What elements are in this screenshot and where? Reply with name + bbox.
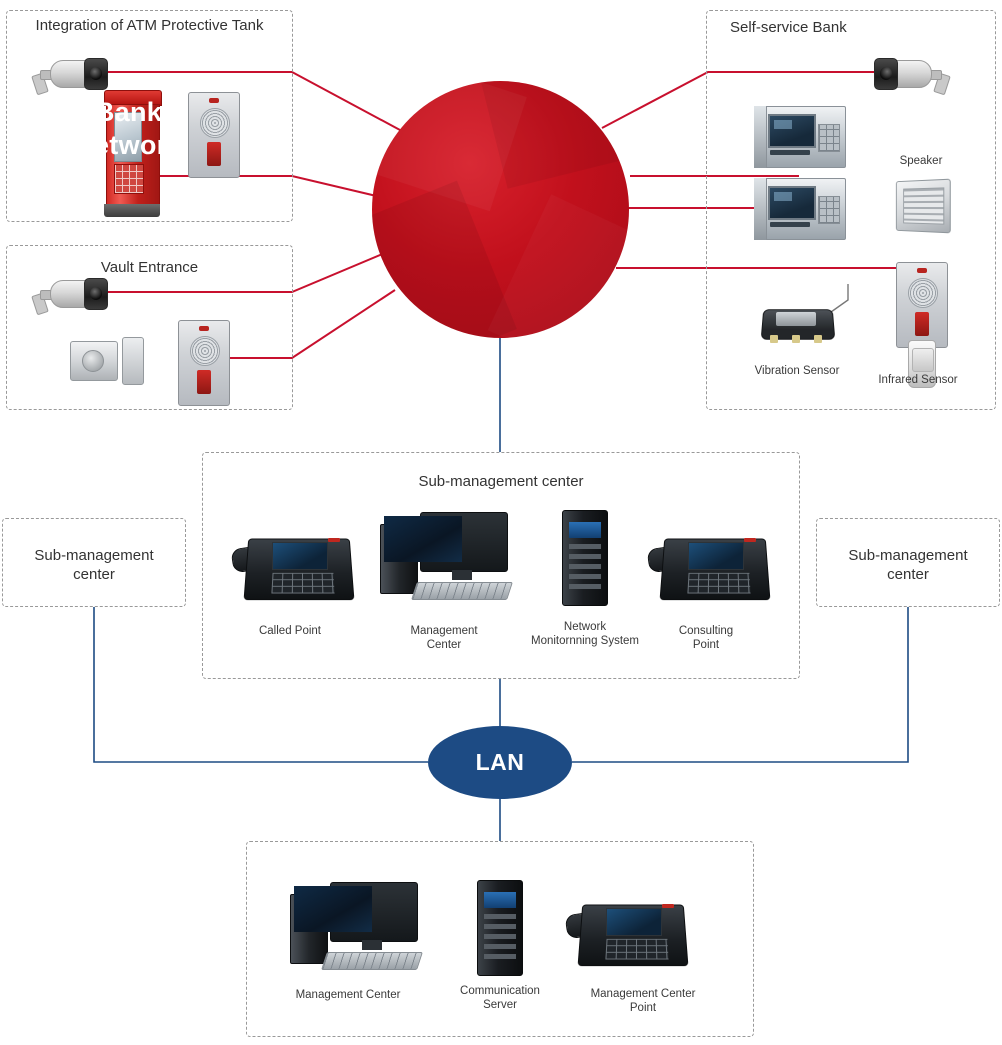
- consulting-point-phone-icon: [648, 522, 766, 606]
- management-center-caption-line2: Center: [426, 639, 462, 651]
- main-management-center-caption: Management Center: [295, 989, 401, 1001]
- group-sub-management-center-right-title: [820, 546, 996, 584]
- vibration-sensor-caption: Vibration Sensor: [754, 365, 840, 377]
- consulting-point-caption-line2: Point: [692, 639, 720, 651]
- speaker-icon: [894, 180, 950, 232]
- management-center-point-caption-line2: Point: [629, 1002, 657, 1014]
- electric-lock-icon: [70, 337, 144, 383]
- speaker-caption: Speaker: [899, 155, 943, 167]
- group-atm-protective-tank-title: Integration of ATM Protective Tank: [35, 17, 264, 34]
- consulting-point-caption-line1: Consulting: [678, 625, 734, 637]
- management-center-caption: [384, 624, 504, 652]
- communication-server-caption-line1: Communication: [460, 985, 540, 997]
- called-point-phone-icon: [232, 522, 350, 606]
- network-monitoring-caption-line2: Monitornning System: [530, 635, 640, 647]
- lan-hub-label: LAN: [475, 749, 525, 775]
- management-center-point-caption: [578, 987, 708, 1015]
- bank-network-label-line2: Network: [74, 129, 183, 160]
- group-sub-management-center-left-title: [6, 546, 182, 584]
- atm-machine-icon: [754, 178, 846, 240]
- vibration-sensor-icon: [758, 302, 836, 346]
- communication-server-caption: [440, 984, 560, 1012]
- management-center-point-phone-icon: [566, 888, 684, 972]
- sub-center-left-title-line1: Sub-management: [34, 547, 154, 564]
- sub-center-left-title-line2: center: [73, 566, 115, 583]
- intercom-panel-icon: [178, 320, 230, 406]
- infrared-sensor-caption: Infrared Sensor: [878, 374, 958, 386]
- bank-network-label-line1: Bank: [94, 96, 163, 127]
- communication-server-icon: [477, 880, 523, 976]
- management-center-point-caption-line1: Management Center: [590, 988, 696, 1000]
- consulting-point-caption: [646, 624, 766, 652]
- network-monitoring-server-icon: [562, 510, 608, 606]
- called-point-caption: Called Point: [258, 625, 321, 637]
- management-center-pc-icon: [380, 512, 508, 604]
- group-sub-management-center-title: Sub-management center: [418, 473, 584, 490]
- camera-icon: [32, 272, 110, 318]
- group-self-service-bank: [706, 10, 996, 410]
- sub-center-right-title-line1: Sub-management: [848, 547, 968, 564]
- management-center-pc-icon: [290, 882, 418, 974]
- management-center-caption-line1: Management: [410, 625, 478, 637]
- camera-icon: [872, 52, 950, 98]
- bank-network-hub-label: [0, 0, 257, 257]
- communication-server-caption-line2: Server: [483, 999, 517, 1011]
- group-vault-entrance-title: Vault Entrance: [100, 259, 199, 276]
- atm-machine-icon: [754, 106, 846, 168]
- network-monitoring-caption-line1: Network: [563, 621, 607, 633]
- network-monitoring-system-caption: [525, 620, 645, 648]
- group-self-service-bank-title: Self-service Bank: [730, 19, 847, 36]
- lan-hub: [428, 726, 572, 799]
- bank-network-hub: [372, 81, 629, 338]
- intercom-panel-icon: [896, 262, 948, 348]
- sub-center-right-title-line2: center: [887, 566, 929, 583]
